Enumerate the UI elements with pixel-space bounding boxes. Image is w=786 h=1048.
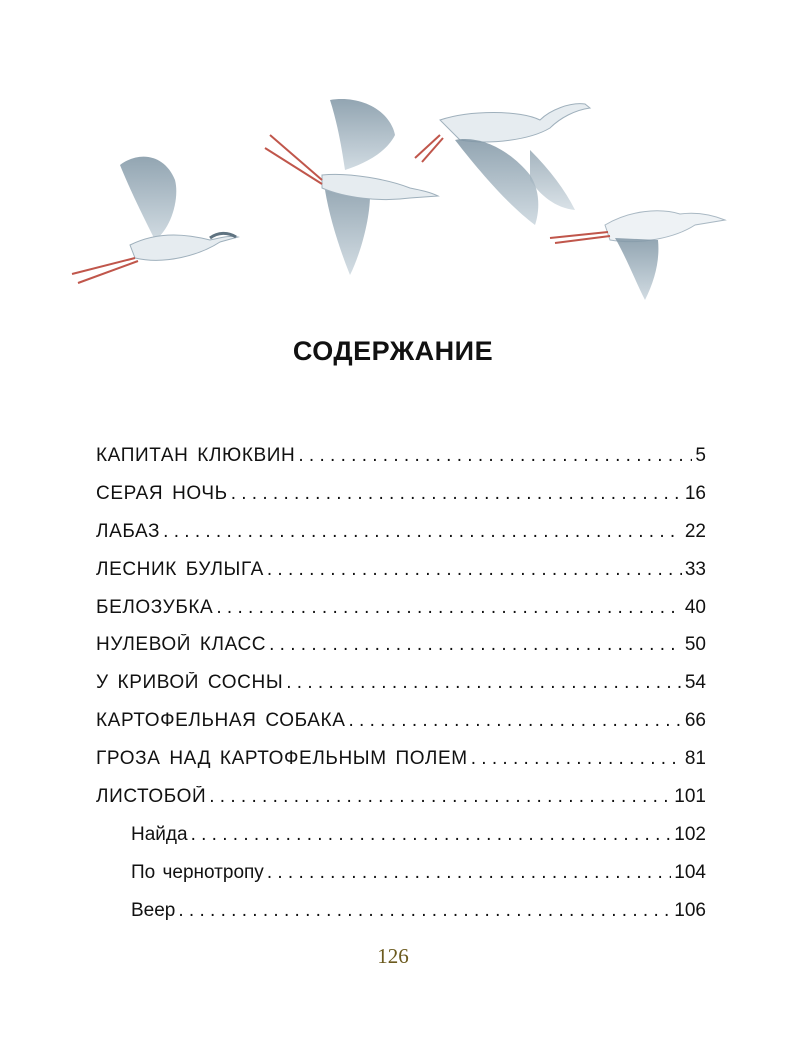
toc-entry-title: СЕРАЯ НОЧЬ xyxy=(96,482,228,504)
toc-entry-page: 106 xyxy=(674,899,706,921)
toc-entry-title: У КРИВОЙ СОСНЫ xyxy=(96,672,284,694)
toc-entry xyxy=(96,786,706,824)
dot-leader xyxy=(298,445,692,467)
dot-leader xyxy=(471,748,682,770)
toc-subentry xyxy=(96,824,706,862)
toc-entry xyxy=(96,483,706,521)
toc-entry-title: ЛАБАЗ xyxy=(96,520,161,542)
crane-2-icon xyxy=(265,99,438,275)
toc-entry-title: ГРОЗА НАД КАРТОФЕЛЬНЫМ ПОЛЕМ xyxy=(96,748,468,770)
toc-entry xyxy=(96,710,706,748)
dot-leader xyxy=(267,862,671,884)
toc-entry-title: КАРТОФЕЛЬНАЯ СОБАКА xyxy=(96,710,346,732)
crane-4-icon xyxy=(550,211,725,300)
toc-entry xyxy=(96,748,706,786)
toc-subentry xyxy=(96,900,706,938)
toc-entry-page: 33 xyxy=(684,558,706,580)
dot-leader xyxy=(209,786,671,808)
toc-entry-title: Веер xyxy=(131,899,176,921)
toc-entry-title: ЛИСТОБОЙ xyxy=(96,786,207,808)
dot-leader xyxy=(349,710,682,732)
dot-leader xyxy=(163,521,682,543)
dot-leader xyxy=(216,597,682,619)
toc-entry xyxy=(96,634,706,672)
crane-3-icon xyxy=(415,104,590,225)
page-number: 126 xyxy=(377,944,409,968)
toc-entry xyxy=(96,559,706,597)
toc-entry-title: ЛЕСНИК БУЛЫГА xyxy=(96,558,264,580)
dot-leader xyxy=(286,672,682,694)
dot-leader xyxy=(231,483,682,505)
toc-entry-page: 54 xyxy=(684,672,706,694)
toc-entry-page: 104 xyxy=(674,861,706,883)
dot-leader xyxy=(191,824,672,846)
page-title: СОДЕРЖАНИЕ xyxy=(292,336,494,366)
toc-entry-page: 66 xyxy=(684,710,706,732)
table-of-contents xyxy=(96,445,706,938)
toc-entry-title: БЕЛОЗУБКА xyxy=(96,596,214,618)
toc-entry-title: КАПИТАН КЛЮКВИН xyxy=(96,445,296,466)
toc-entry-page: 22 xyxy=(684,520,706,542)
toc-entry-title: Найда xyxy=(131,823,188,845)
toc-entry-page: 102 xyxy=(674,823,706,845)
toc-entry-page: 101 xyxy=(674,786,706,808)
toc-entry-page: 40 xyxy=(684,596,706,618)
toc-subentry xyxy=(96,862,706,900)
toc-entry-page: 81 xyxy=(684,748,706,770)
toc-entry-title: НУЛЕВОЙ КЛАСС xyxy=(96,634,267,656)
toc-entry-page: 5 xyxy=(695,445,706,466)
toc-entry-page: 16 xyxy=(684,482,706,504)
toc-entry-title: По чернотропу xyxy=(131,861,264,883)
dot-leader xyxy=(269,634,682,656)
dot-leader xyxy=(178,900,671,922)
toc-entry xyxy=(96,521,706,559)
toc-entry xyxy=(96,445,706,483)
toc-entry xyxy=(96,672,706,710)
crane-1-icon xyxy=(72,157,238,283)
toc-entry-page: 50 xyxy=(684,634,706,656)
dot-leader xyxy=(267,559,682,581)
flying-cranes-icon xyxy=(60,80,740,320)
toc-entry xyxy=(96,597,706,635)
